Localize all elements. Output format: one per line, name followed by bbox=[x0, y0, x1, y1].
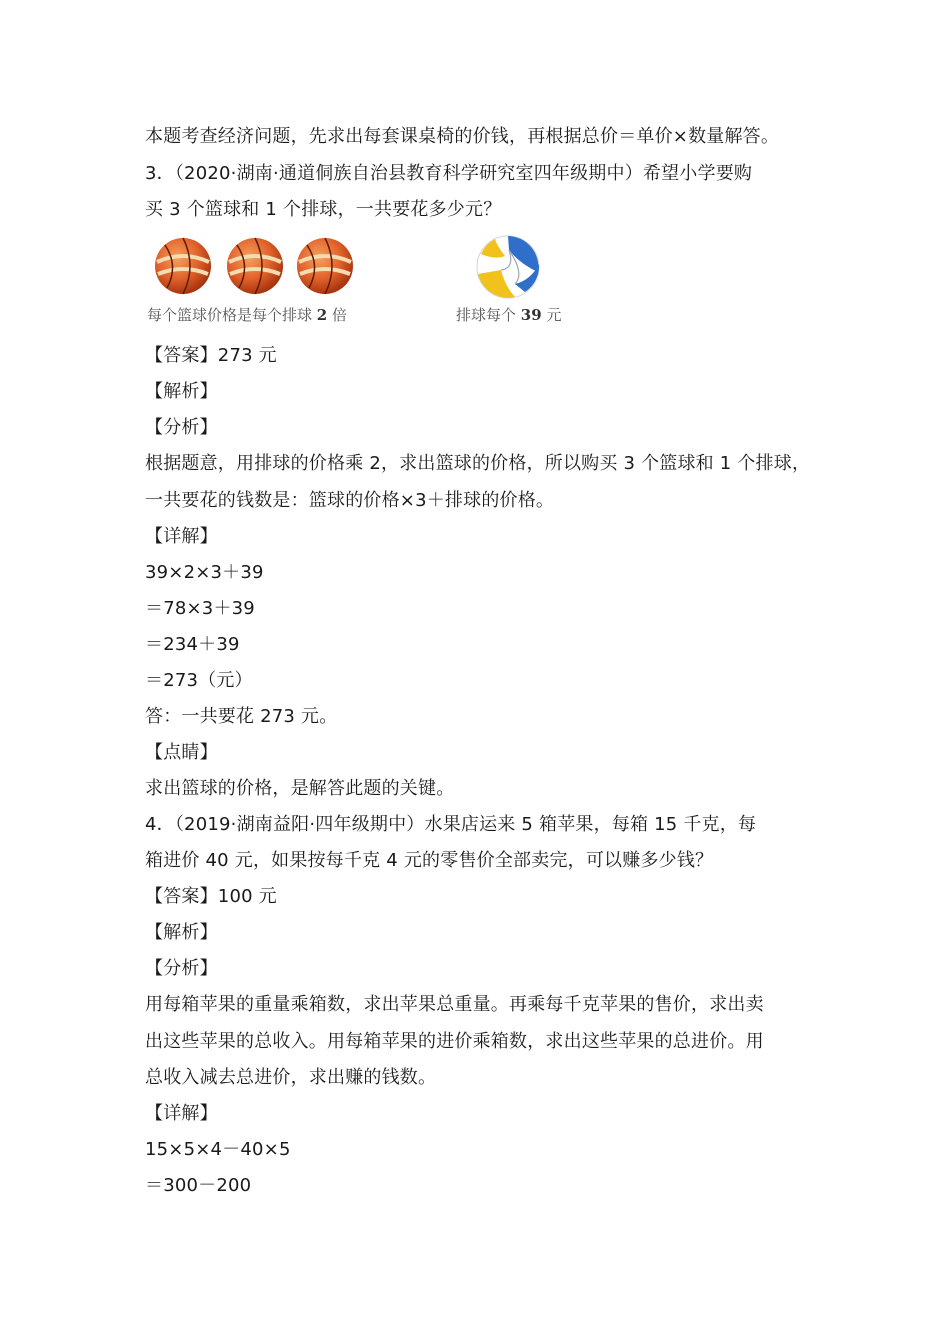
explanation-label: 【解析】 bbox=[145, 922, 218, 943]
answer-sentence: 答：一共要花 273 元。 bbox=[145, 706, 338, 727]
basketball-caption-text: 每个篮球价格是每个排球 bbox=[147, 306, 313, 324]
analysis-label: 【分析】 bbox=[145, 958, 218, 979]
comment-label: 【点睛】 bbox=[145, 742, 218, 763]
basketball-icon bbox=[295, 236, 355, 296]
volleyball-caption-text: 排球每个 bbox=[456, 306, 517, 324]
volleyball-caption-number: 39 bbox=[520, 306, 542, 324]
calculation-line: ＝234＋39 bbox=[145, 634, 240, 655]
basketball-caption bbox=[147, 304, 347, 325]
question-3-figure bbox=[145, 232, 625, 332]
explanation-label: 【解析】 bbox=[145, 381, 218, 402]
basketball-icon bbox=[153, 236, 213, 296]
analysis-text-line: 用每箱苹果的重量乘箱数，求出苹果总重量。再乘每千克苹果的售价，求出卖 bbox=[145, 994, 764, 1015]
basketball-icon bbox=[225, 236, 285, 296]
analysis-text-line: 根据题意，用排球的价格乘 2，求出篮球的价格，所以购买 3 个篮球和 1 个排球， bbox=[145, 453, 811, 474]
basketball-caption-unit: 倍 bbox=[332, 306, 348, 324]
question-4-line-2: 箱进价 40 元，如果按每千克 4 元的零售价全部卖完，可以赚多少钱？ bbox=[145, 850, 714, 871]
calculation-line: ＝300－200 bbox=[145, 1175, 252, 1196]
question-4-line-1: 4．（2019·湖南益阳·四年级期中）水果店运来 5 箱苹果，每箱 15 千克，每 bbox=[145, 814, 757, 835]
basketball-caption-number: 2 bbox=[316, 306, 328, 324]
question-3-line-1: 3．（2020·湖南·通道侗族自治县教育科学研究室四年级期中）希望小学要购 bbox=[145, 163, 753, 184]
question-3-line-2: 买 3 个篮球和 1 个排球，一共要花多少元？ bbox=[145, 199, 502, 220]
calculation-line: 39×2×3＋39 bbox=[145, 562, 264, 583]
volleyball-icon bbox=[475, 234, 541, 300]
details-label: 【详解】 bbox=[145, 1103, 218, 1124]
analysis-text-line: 总收入减去总进价，求出赚的钱数。 bbox=[145, 1067, 437, 1088]
volleyball-caption-unit: 元 bbox=[546, 306, 562, 324]
calculation-line: ＝78×3＋39 bbox=[145, 598, 255, 619]
answer-label: 【答案】100 元 bbox=[145, 886, 277, 907]
details-label: 【详解】 bbox=[145, 526, 218, 547]
analysis-text-line: 一共要花的钱数是：篮球的价格×3＋排球的价格。 bbox=[145, 490, 555, 511]
analysis-label: 【分析】 bbox=[145, 417, 218, 438]
comment-text: 求出篮球的价格，是解答此题的关键。 bbox=[145, 778, 455, 799]
answer-label: 【答案】273 元 bbox=[145, 345, 277, 366]
calculation-line: ＝273（元） bbox=[145, 670, 253, 691]
text-line: 本题考查经济问题，先求出每套课桌椅的价钱，再根据总价＝单价×数量解答。 bbox=[145, 126, 780, 147]
volleyball-caption bbox=[456, 304, 561, 325]
calculation-line: 15×5×4－40×5 bbox=[145, 1139, 291, 1160]
analysis-text-line: 出这些苹果的总收入。用每箱苹果的进价乘箱数，求出这些苹果的总进价。用 bbox=[145, 1031, 764, 1052]
